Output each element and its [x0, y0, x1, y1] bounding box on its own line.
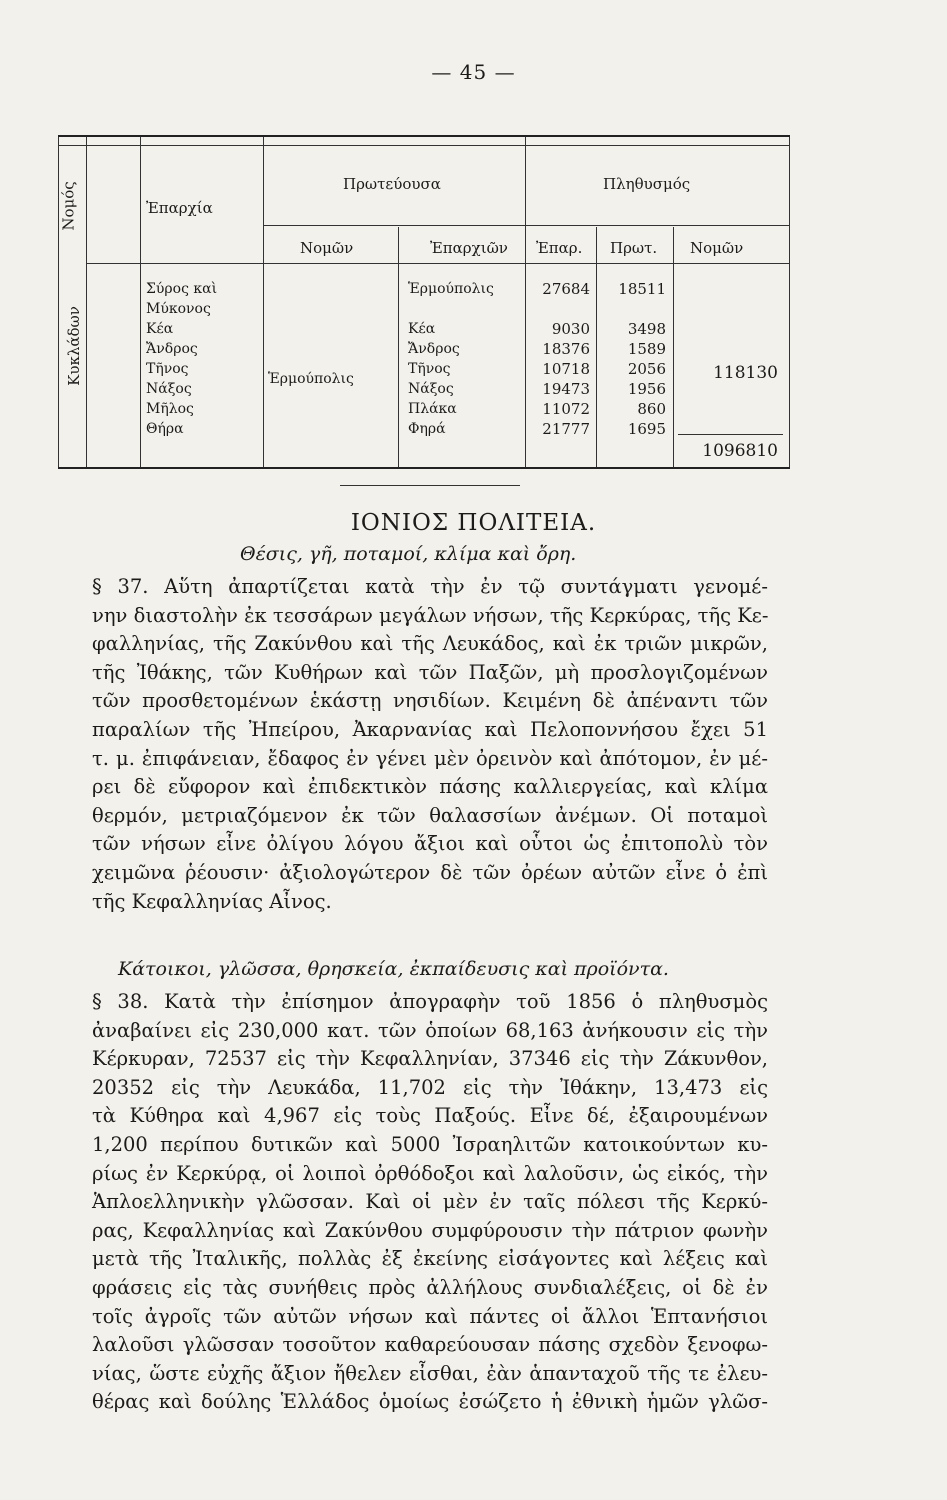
list-item: Ἑρμούπολις [408, 281, 494, 297]
table-divider [525, 137, 526, 467]
table-cell: 19473 [542, 380, 590, 398]
nomou-population: 118130 [713, 363, 778, 383]
nomou-proteuousa: Ἑρμούπολις [268, 371, 354, 387]
header-epar: Ἐπαρ. [536, 239, 583, 257]
header-eparchia: Ἐπαρχία [146, 199, 213, 217]
list-item: Μῆλος [146, 401, 194, 417]
text-line: τῶν νήσων εἶνε ὀλίγου λόγου ἄξιοι καὶ οὗτοι ὡς ἐπιτοπολὺ τὸν [92, 832, 768, 856]
text-line: 1,200 περίπου δυτικῶν καὶ 5000 Ἰσραηλιτῶν κατοικούντων κυ- [92, 1132, 768, 1156]
list-item: Πλάκα [408, 401, 457, 417]
list-item: Μύκονος [146, 301, 211, 317]
text-line: ἀναβαίνει εἰς 230,000 κατ. τῶν ὁποίων 68,163 ἀνήκουσιν εἰς τὴν [92, 1018, 768, 1042]
table-rule [263, 225, 789, 226]
header-prot: Πρωτ. [610, 239, 658, 257]
table-cell: 1695 [627, 420, 666, 438]
text-line: ρας, Κεφαλληνίας καὶ Ζακύνθου συμφύρουσιν τὴν πάτριον φωνὴν [92, 1218, 768, 1242]
eparchion-proteuouses [408, 279, 494, 439]
text-line: νίας, ὥστε εὐχῆς ἄξιον ἤθελεν εἶσθαι, ἐὰν ἁπανταχοῦ τῆς τε ἐλευ- [92, 1361, 768, 1385]
text-line: φράσεις εἰς τὰς συνήθεις πρὸς ἀλλήλους συνδιαλέξεις, οἱ δὲ ἐν [92, 1275, 768, 1299]
header-nomon-pop: Νομῶν [690, 239, 744, 257]
subtitle-geography: Θέσις, γῆ, ποταμοί, κλίμα καὶ ὄρη. [240, 543, 577, 565]
table-cell: 18511 [618, 280, 666, 298]
total-population: 1096810 [702, 441, 778, 461]
list-item: Νάξος [408, 381, 454, 397]
text-line: φαλληνίας, τῆς Ζακύνθου καὶ τῆς Λευκάδος, καὶ ἐκ τριῶν μικρῶν, [92, 632, 768, 656]
text-line: ρίως ἐν Κερκύρᾳ, οἱ λοιποὶ ὀρθόδοξοι καὶ λαλοῦσιν, ὡς εἰκός, τὴν [92, 1161, 768, 1185]
text-line: ρει δὲ εὔφορον καὶ ἐπιδεκτικὸν πάσης καλλιεργείας, καὶ κλίμα [92, 775, 768, 799]
list-item: Νάξος [146, 381, 192, 397]
text-line: τῆς Ἰθάκης, τῶν Κυθήρων καὶ τῶν Παξῶν, μὴ προσλογιζομένων [92, 660, 768, 684]
table-border-right [789, 137, 790, 467]
eparchy-population-column [528, 279, 590, 439]
page-number: — 45 — [431, 60, 516, 84]
text-line: τῶν προσθετομένων ἑκάστῃ νησιδίων. Κειμένη δὲ ἀπέναντι τῶν [92, 689, 768, 713]
list-item: Κέα [146, 321, 174, 337]
header-proteuousa: Πρωτεύουσα [343, 175, 441, 193]
text-line: παραλίων τῆς Ἠπείρου, Ἀκαρνανίας καὶ Πελοποννήσου ἔχει 51 [92, 717, 768, 741]
section-title: ΙΟΝΙΟΣ ΠΟΛΙΤΕΙΑ. [350, 510, 597, 536]
list-item: Ἄνδρος [408, 341, 460, 357]
sum-rule [678, 434, 783, 435]
text-line: μετὰ τῆς Ἰταλικῆς, πολλὰς ἐξ ἐκείνης εἰσάγοντες καὶ λέξεις καὶ [92, 1247, 768, 1271]
table-cell: 11072 [542, 400, 590, 418]
header-plithysmos: Πληθυσμός [603, 175, 691, 193]
table-divider [86, 137, 87, 467]
table-divider [263, 137, 264, 467]
table-rule [58, 145, 789, 146]
table-cell: 860 [637, 400, 666, 418]
list-item: Τῆνος [408, 361, 451, 377]
text-line: νην διαστολὴν ἐκ τεσσάρων μεγάλων νήσων, τῆς Κερκύρας, τῆς Κε- [92, 603, 769, 627]
text-line: τὰ Κύθηρα καὶ 4,967 εἰς τοὺς Παξούς. Εἶνε δέ, ἐξαιρουμένων [92, 1104, 768, 1128]
table-cell: 1956 [627, 380, 666, 398]
header-nomos: Νομός [59, 181, 78, 231]
table-cell: 21777 [542, 420, 590, 438]
header-nomon: Νομῶν [300, 239, 354, 257]
list-item: Φηρά [408, 421, 446, 437]
population-table [58, 135, 790, 469]
table-cell: 3498 [627, 320, 666, 338]
text-line: Κέρκυραν, 72537 εἰς τὴν Κεφαλληνίαν, 37346 εἰς τὴν Ζάκυνθον, [92, 1047, 768, 1071]
table-cell: 18376 [542, 340, 590, 358]
list-item: Σύρος καὶ [146, 281, 218, 297]
table-cell: 9030 [551, 320, 590, 338]
list-item: Θήρα [146, 421, 184, 437]
text-line: λαλοῦσι γλῶσσαν τοσοῦτον καθαρεύουσαν πάσης σχεδὸν ξενοφω- [92, 1333, 768, 1357]
paragraph-38 [92, 988, 768, 1417]
list-item: Ἄνδρος [146, 341, 198, 357]
subtitle-inhabitants: Κάτοικοι, γλῶσσα, θρησκεία, ἐκπαίδευσις καὶ προϊόντα. [118, 958, 669, 980]
text-line: τ. μ. ἐπιφάνειαν, ἔδαφος ἐν γένει μὲν ὀρεινὸν καὶ ἀπότομον, ἐν μέ- [92, 746, 768, 770]
paragraph-37 [92, 573, 768, 916]
table-rule [86, 263, 789, 264]
eparchies-list [146, 279, 217, 439]
table-cell: 1589 [627, 340, 666, 358]
text-line: 20352 εἰς τὴν Λευκάδα, 11,702 εἰς τὴν Ἰθάκην, 13,473 εἰς [92, 1075, 768, 1099]
text-line: θέρας καὶ δούλης Ἑλλάδος ὁμοίως ἐσώζετο ἡ ἐθνικὴ ἡμῶν γλῶσ- [92, 1390, 768, 1414]
text-line: Ἁπλοελληνικὴν γλῶσσαν. Καὶ οἱ μὲν ἐν ταῖς πόλεσι τῆς Κερκύ- [92, 1190, 768, 1214]
text-line: τῆς Κεφαλληνίας Αἶνος. [92, 889, 332, 913]
table-cell: 2056 [627, 360, 666, 378]
text-line: τοῖς ἀγροῖς τῶν αὐτῶν νήσων καὶ πάντες οἱ ἄλλοι Ἑπτανήσιοι [92, 1304, 768, 1328]
nomos-name: Κυκλάδων [64, 306, 83, 386]
text-line: χειμῶνα ῥέουσιν· ἀξιολογώτερον δὲ τῶν ὀρέων αὐτῶν εἶνε ὁ ἐπὶ [92, 860, 768, 884]
table-cell: 10718 [542, 360, 590, 378]
text-line: θερμόν, μετριαζόμενον ἐκ τῶν θαλασσίων ἀνέμων. Οἱ ποταμοὶ [92, 803, 768, 827]
text-line: § 37. Αὕτη ἀπαρτίζεται κατὰ τὴν ἐν τῷ συντάγματι γενομέ- [92, 575, 768, 598]
list-item: Κέα [408, 321, 436, 337]
table-divider [140, 137, 141, 467]
capital-population-column [600, 279, 666, 439]
header-eparchion: Ἐπαρχιῶν [430, 239, 508, 257]
section-divider [340, 485, 520, 486]
table-cell: 27684 [542, 280, 590, 298]
list-item: Τῆνος [146, 361, 189, 377]
text-line: § 38. Κατὰ τὴν ἐπίσημον ἀπογραφὴν τοῦ 1856 ὁ πληθυσμὸς [92, 990, 768, 1013]
